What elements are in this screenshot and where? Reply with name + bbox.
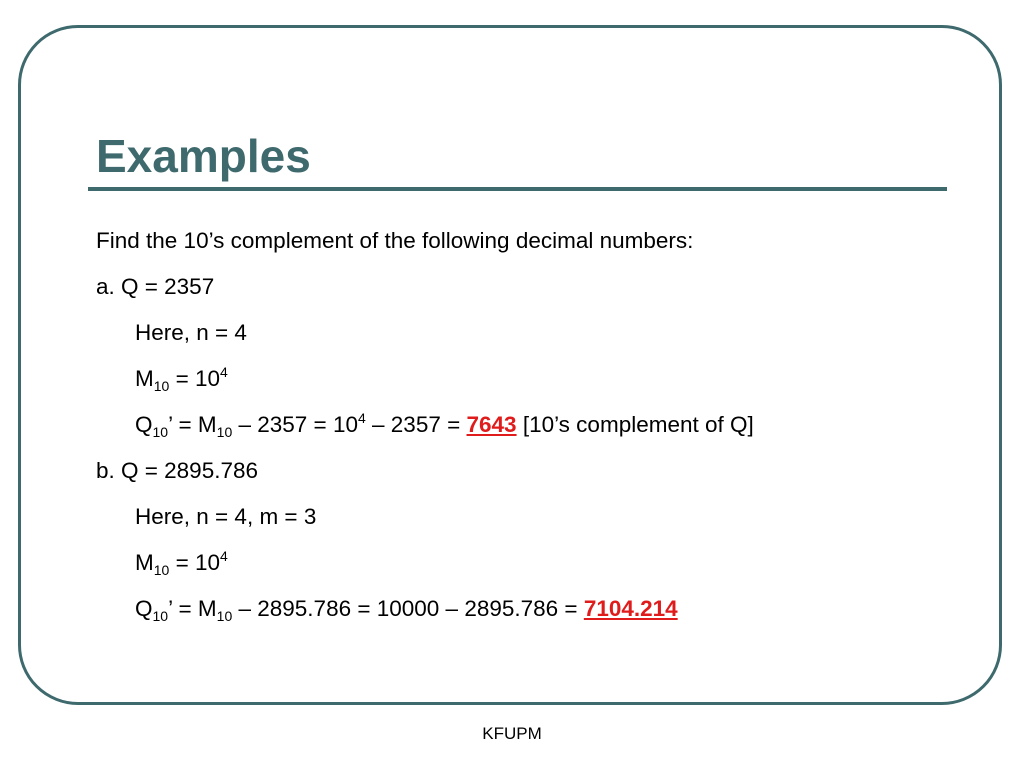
part-b-here: Here, n = 4, m = 3 xyxy=(135,504,317,529)
m-equals: = 10 xyxy=(169,366,220,391)
part-a-label: a. Q = 2357 xyxy=(96,274,215,299)
q-equals-m: ’ = M xyxy=(168,412,217,437)
q-subscript: 10 xyxy=(152,608,169,624)
title-divider xyxy=(88,187,947,191)
q-m-subscript: 10 xyxy=(216,424,233,440)
part-a-q-equation xyxy=(96,402,976,448)
part-a-answer: 7643 xyxy=(466,412,517,437)
part-a-note: [10’s complement of Q] xyxy=(516,412,754,437)
m-exponent: 4 xyxy=(220,364,228,380)
part-b-label: b. Q = 2895.786 xyxy=(96,458,259,483)
slide-footer: KFUPM xyxy=(482,724,542,743)
q-m-subscript: 10 xyxy=(216,608,233,624)
slide-body xyxy=(96,218,976,632)
m-subscript: 10 xyxy=(153,562,170,578)
q-subscript: 10 xyxy=(152,424,169,440)
q-equals-m: ’ = M xyxy=(168,596,217,621)
m-exponent: 4 xyxy=(220,548,228,564)
part-b-m-equation xyxy=(96,540,976,586)
part-b-answer: 7104.214 xyxy=(583,596,678,621)
intro-text: Find the 10’s complement of the following decimal numbers: xyxy=(96,228,694,253)
m-symbol: M xyxy=(135,366,154,391)
part-a-here: Here, n = 4 xyxy=(135,320,247,345)
q-step: – 2895.786 = 10000 – 2895.786 = xyxy=(232,596,584,621)
q-step: – 2357 = 10 xyxy=(232,412,358,437)
q-step-final: – 2357 = xyxy=(365,412,467,437)
slide-title: Examples xyxy=(96,130,311,182)
part-a-m-equation xyxy=(96,356,976,402)
q-exponent: 4 xyxy=(357,410,366,426)
m-symbol: M xyxy=(135,550,154,575)
q-symbol: Q xyxy=(135,412,153,437)
m-subscript: 10 xyxy=(153,378,170,394)
m-equals: = 10 xyxy=(169,550,220,575)
part-b-q-equation xyxy=(96,586,976,632)
q-symbol: Q xyxy=(135,596,153,621)
